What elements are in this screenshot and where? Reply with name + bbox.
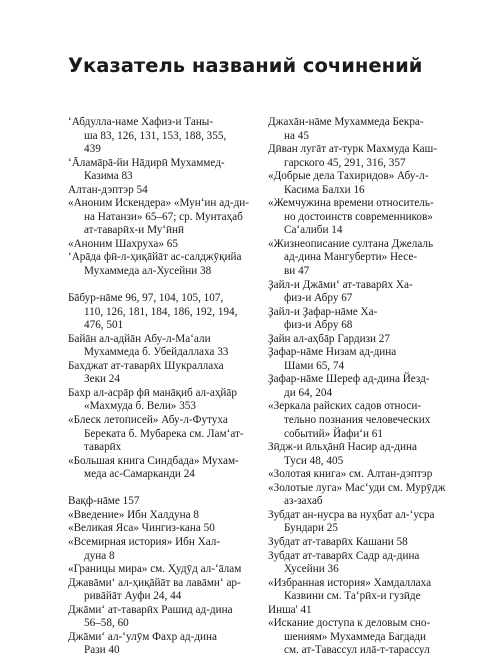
index-entry-continuation: Бундари 25 xyxy=(284,522,338,535)
index-column-right xyxy=(268,116,448,671)
index-entry-continuation: ат-таварӣх-и Муʻӣнӣ xyxy=(84,224,185,237)
index-entry-line: Джахāн-нāме Мухаммеда Бекра- xyxy=(268,116,424,128)
index-entry xyxy=(268,577,448,604)
index-entry-line: «Искание доступа к деловым сно- xyxy=(268,617,431,630)
index-entry-continuation: на 45 xyxy=(284,129,309,142)
index-entry-line: «Большая книга Синдбада» Мухам- xyxy=(68,454,239,467)
index-entry-continuation: «Махмуда б. Вели» 353 xyxy=(84,400,196,413)
index-entry-line: «Золотые луга» Масʻуди см. Мурӯдж xyxy=(268,481,446,494)
index-entry-line: Зӣдж-и ӣльҳāнӣ Насир ад-дина xyxy=(268,441,417,454)
index-entry xyxy=(268,441,448,468)
index-entry xyxy=(268,468,448,482)
index-entry-continuation: ад-дина Мангуберти» Несе- xyxy=(284,251,418,264)
index-entry-continuation: аз-захаб xyxy=(284,495,323,508)
index-entry-continuation: Казима 83 xyxy=(84,170,133,183)
index-letter-group xyxy=(68,292,246,482)
index-entry-line: «Добрые дела Тахиридов» Абу-л- xyxy=(268,170,429,183)
index-entry-line: «Аноним Искендера» «Мунʻин ад-ди- xyxy=(68,197,249,210)
index-entry xyxy=(68,116,246,157)
index-entry-continuation: Туси 48, 405 xyxy=(284,454,344,467)
index-entry-line: «Избранная история» Хамдаллаха xyxy=(268,576,432,589)
index-entry xyxy=(68,157,246,184)
index-entry xyxy=(68,577,246,604)
index-entry-line: Инша' 41 xyxy=(268,603,312,616)
index-entry-line: «Границы мира» см. Ҳудӯд ал-ʻāлам xyxy=(68,563,242,576)
index-entry-line: Джавāмиʻ ал-ҳиқāйāт ва лавāмиʻ ар- xyxy=(68,576,241,589)
index-entry-continuation: Казвини см. Таʻрӣх-и гузӣде xyxy=(284,590,421,603)
index-entry-continuation: Саʻалиби 14 xyxy=(284,224,343,237)
index-entry xyxy=(68,536,246,563)
index-entry-continuation: физ-и Абру 67 xyxy=(284,292,353,305)
index-entry-continuation: Рази 40 xyxy=(84,644,120,657)
index-entry-line: «Аноним Шахруха» 65 xyxy=(68,237,178,250)
index-entry-continuation: Шами 65, 74 xyxy=(284,359,345,372)
index-entry-line: Зубдат ан-нусра ва нуҳбат ал-ʻусра xyxy=(268,508,435,521)
index-entry xyxy=(268,346,448,373)
index-entry xyxy=(68,251,246,278)
index-entry xyxy=(268,333,448,347)
index-entry-continuation: 56–58, 60 xyxy=(84,617,129,630)
index-entry-line: «Золотая книга» см. Алтан-дэптэр xyxy=(268,468,433,481)
index-entry-continuation: ша 83, 126, 131, 153, 188, 355, xyxy=(84,129,227,142)
index-entry xyxy=(68,604,246,631)
index-entry-line: Бāбур-нāме 96, 97, 104, 105, 107, xyxy=(68,292,224,305)
index-entry xyxy=(68,495,246,509)
index-entry-continuation: Мухаммеда ал-Хусейни 38 xyxy=(84,265,212,278)
index-entry xyxy=(268,238,448,279)
index-entry-line: ʻАбдулла-наме Хафиз-и Таны- xyxy=(68,116,214,128)
index-entry xyxy=(268,604,448,618)
index-entry-line: «Всемирная история» Ибн Хал- xyxy=(68,535,221,548)
index-entry-line: Алтан-дэптэр 54 xyxy=(68,183,148,196)
index-entry-line: Зубдат ат-таварӣх Кашани 58 xyxy=(268,535,408,548)
index-letter-group xyxy=(268,116,448,658)
index-entry-line: «Введение» Ибн Халдуна 8 xyxy=(68,508,199,521)
index-entry-continuation: 476, 501 xyxy=(84,319,124,332)
index-entry-continuation: дуна 8 xyxy=(84,549,115,562)
index-entry-line: Дӣван лугāт ат-турк Махмуда Каш- xyxy=(268,143,437,156)
index-entry xyxy=(68,333,246,360)
index-entry xyxy=(268,509,448,536)
index-entry-continuation: шениям» Мухаммеда Багдади xyxy=(284,630,427,643)
index-entry xyxy=(268,482,448,509)
index-entry xyxy=(268,170,448,197)
index-entry-continuation: ви 47 xyxy=(284,265,310,278)
index-entry xyxy=(68,563,246,577)
index-entry xyxy=(268,306,448,333)
index-entry xyxy=(68,455,246,482)
index-entry xyxy=(68,414,246,455)
index-entry xyxy=(68,184,246,198)
index-entry-continuation: гарского 45, 291, 316, 357 xyxy=(284,156,406,169)
index-entry xyxy=(68,292,246,333)
index-entry-continuation: ривāйāт Ауфи 24, 44 xyxy=(84,590,182,603)
index-column-left xyxy=(68,116,249,671)
index-entry-continuation: Мухаммеда б. Убейдаллаха 33 xyxy=(84,346,229,359)
index-entry-line: Ҙайл-и Ҙафар-нāме Ха- xyxy=(268,305,378,318)
index-entry-continuation: физ-и Абру 68 xyxy=(284,319,353,332)
index-entry-continuation: 110, 126, 181, 184, 186, 192, 194, xyxy=(84,305,238,318)
index-entry-continuation: Зеки 24 xyxy=(84,373,120,386)
index-entry-line: Ҙайн ал-аҳбāр Гардизи 27 xyxy=(268,332,390,345)
index-entry xyxy=(268,116,448,143)
index-entry xyxy=(268,197,448,238)
index-entry xyxy=(68,238,246,252)
index-entry-line: Бахджат ат-таварӣх Шукраллаха xyxy=(68,359,224,372)
index-entry-continuation: тельно познания человеческих xyxy=(284,414,431,427)
index-entry-line: Ҙайл-и Джāмиʻ ат-таварӣх Ха- xyxy=(268,278,413,291)
index-entry-line: Ҙафар-нāме Низам ад-дина xyxy=(268,346,397,359)
index-letter-group xyxy=(68,495,246,658)
index-entry-continuation: Хусейни 36 xyxy=(284,563,339,576)
index-entry-continuation: на Натанзи» 65–67; ср. Мунтаҳаб xyxy=(84,210,243,223)
index-entry-line: ʻАрāда фӣ-л-ҳиқāйāт ас-салджӯқийа xyxy=(68,251,242,264)
index-entry-line: Джāмиʻ ал-ʻулӯм Фахр ад-дина xyxy=(68,630,217,643)
index-entry-continuation: см. ат-Тавассул илā-т-тарассул xyxy=(284,644,430,657)
index-entry xyxy=(268,617,448,658)
index-entry xyxy=(68,522,246,536)
index-entry-continuation: Береката б. Мубарека см. Ламʻат- xyxy=(84,427,244,440)
index-entry-continuation: Касима Балхи 16 xyxy=(284,183,365,196)
index-entry xyxy=(68,387,246,414)
index-entry-line: «Великая Яса» Чингиз-кана 50 xyxy=(68,522,215,535)
index-entry xyxy=(68,197,249,238)
index-entry-line: Байāн ал-адйāн Абу-л-Маʻали xyxy=(68,332,211,345)
index-letter-group xyxy=(68,116,249,279)
index-entry xyxy=(68,631,246,658)
index-entry-continuation: таварӣх xyxy=(84,441,122,454)
index-entry-continuation: 439 xyxy=(84,143,101,156)
index-entry xyxy=(268,143,448,170)
index-entry-continuation: но достоинств современников» xyxy=(284,210,433,223)
index-entry-line: ʻĀламāрā-йи Нāдирӣ Мухаммед- xyxy=(68,156,225,169)
index-entry xyxy=(268,373,448,400)
index-entry-continuation: меда ас-Самарканди 24 xyxy=(84,468,195,481)
index-entry-line: «Зеркала райских садов относи- xyxy=(268,400,422,413)
index-entry xyxy=(268,550,448,577)
index-entry-line: «Жизнеописание султана Джелаль xyxy=(268,237,434,250)
index-entry xyxy=(268,279,448,306)
index-entry-line: Джāмиʻ ат-таварӣх Рашид ад-дина xyxy=(68,603,233,616)
page-title: Указатель названий сочинений xyxy=(68,54,423,77)
index-entry xyxy=(68,509,246,523)
index-entry-line: «Блеск летописей» Абу-л-Футуха xyxy=(68,414,228,427)
index-entry-line: «Жемчужина времени относитель- xyxy=(268,197,434,210)
index-entry-line: Зубдат ат-таварӣх Садр ад-дина xyxy=(268,549,420,562)
index-entry-continuation: ди 64, 204 xyxy=(284,386,333,399)
index-entry-line: Ҙафар-нāме Шереф ад-дина Йезд- xyxy=(268,373,430,386)
index-entry xyxy=(268,536,448,550)
index-entry-line: Вақф-нāме 157 xyxy=(68,495,140,508)
index-entry xyxy=(268,400,448,441)
index-entry xyxy=(68,360,246,387)
index-entry-continuation: событий» Йафиʻи 61 xyxy=(284,427,383,440)
index-entry-line: Бахр ал-асрāр фӣ манāқиб ал-аҳйāр xyxy=(68,386,237,399)
